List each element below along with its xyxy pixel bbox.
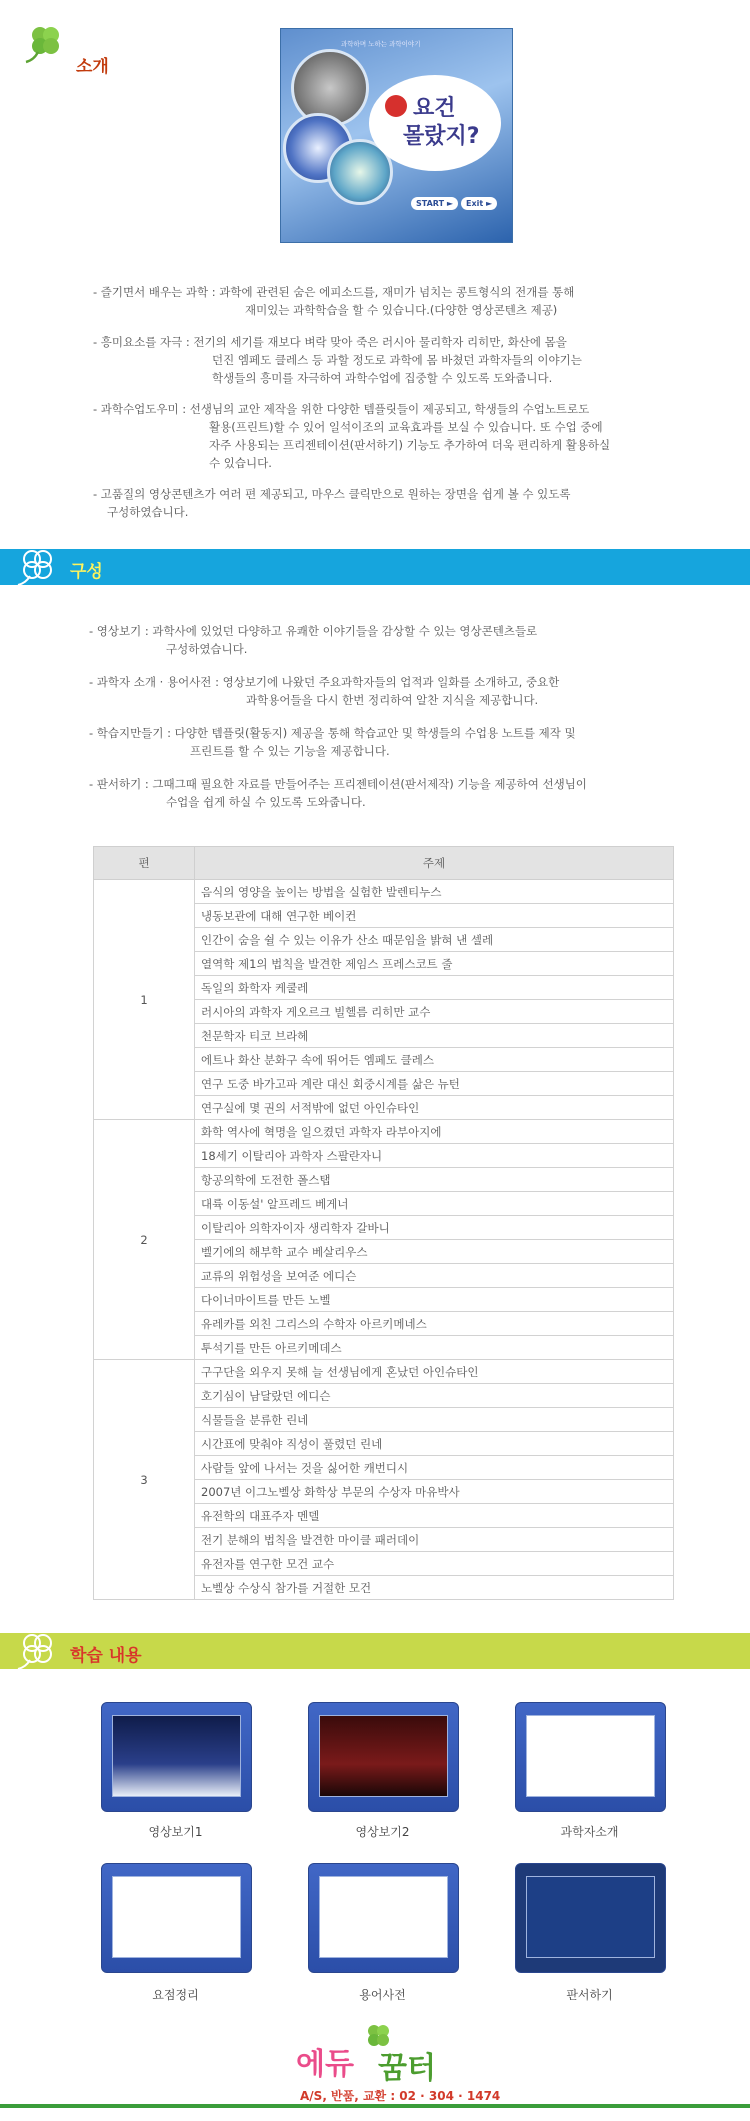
thumb-dictionary[interactable]: [308, 1863, 459, 1973]
structure-item-text: 수업을 쉽게 하실 수 있도록 도와줍니다.: [166, 795, 366, 809]
topic-cell: 음식의 영양을 높이는 방법을 실험한 발렌티누스: [195, 880, 674, 904]
col-topic-header: 주제: [195, 847, 674, 880]
topic-cell: 천문학자 티코 브라헤: [195, 1024, 674, 1048]
start-arrow-icon: ►: [446, 199, 453, 208]
intro-item-2: [93, 333, 582, 387]
exit-label: Exit: [466, 199, 484, 208]
footer-contact: A/S, 반품, 교환 : 02 · 304 · 1474: [300, 2089, 501, 2103]
intro-item-key: - 고품질의 영상콘텐츠가 여러 편 제공되고, 마우스 클릭만으로 원하는 장면을 쉽게 볼 수 있도록: [93, 487, 571, 501]
intro-item-key: - 과학수업도우미: [93, 402, 179, 416]
table-header-row: [94, 847, 674, 880]
structure-item-4: [89, 775, 587, 811]
intro-item-text: 구성하였습니다.: [107, 505, 189, 519]
topic-cell: 냉동보관에 대해 연구한 베이컨: [195, 904, 674, 928]
clover-icon: [12, 1629, 62, 1673]
hero-title-line1: 요건: [413, 96, 456, 121]
volume-cell: 3: [94, 1360, 195, 1600]
intro-item-text: 학생들의 흥미를 자극하여 과학수업에 집중할 수 있도록 도와줍니다.: [212, 371, 553, 385]
topic-cell: 사람들 앞에 나서는 것을 싫어한 캐번디시: [195, 1456, 674, 1480]
clover-icon: [20, 22, 70, 66]
structure-bar: [0, 549, 750, 585]
exit-button[interactable]: [461, 197, 497, 210]
hero-title-line2: 몰랐지?: [403, 124, 480, 149]
start-label: START: [416, 199, 445, 208]
topic-cell: 식물들을 분류한 린네: [195, 1408, 674, 1432]
intro-item-3: [93, 400, 610, 472]
topic-cell: 연구실에 몇 권의 서적밖에 없던 아인슈타인: [195, 1096, 674, 1120]
topic-cell: 유전학의 대표주자 멘델: [195, 1504, 674, 1528]
topics-table: [93, 846, 674, 1600]
thumb-video2[interactable]: [308, 1702, 459, 1812]
structure-item-1: [89, 622, 537, 658]
footer-line: [0, 2104, 750, 2108]
topic-cell: 유전자를 연구한 모건 교수: [195, 1552, 674, 1576]
footer-logo-text1: 에듀: [296, 2047, 354, 2082]
intro-item-text: 자주 사용되는 프리젠테이션(판서하기) 기능도 추가하여 더욱 편리하게 활용하실: [209, 438, 611, 452]
intro-title: 소개: [76, 57, 109, 77]
structure-item-text: 프린트를 할 수 있는 기능을 제공합니다.: [190, 744, 390, 758]
topic-cell: 항공의학에 도전한 폴스탭: [195, 1168, 674, 1192]
start-button[interactable]: [411, 197, 458, 210]
intro-item-text: : 전기의 세기를 재보다 벼락 맞아 죽은 러시아 물리학자 리히만, 화산에 몸을: [185, 335, 567, 349]
topic-cell: 시간표에 맞춰야 직성이 풀렸던 린네: [195, 1432, 674, 1456]
topic-cell: 이탈리아 의학자이자 생리학자 갈바니: [195, 1216, 674, 1240]
intro-item-text: : 과학에 관련된 숨은 에피소드를, 재미가 넘치는 콩트형식의 전개를 통해: [211, 285, 575, 299]
topic-cell: 독일의 화학자 케쿨레: [195, 976, 674, 1000]
topic-cell: 연구 도중 바가고파 계란 대신 회중시계를 삶은 뉴턴: [195, 1072, 674, 1096]
topic-cell: 구구단을 외우지 못해 늘 선생님에게 혼났던 아인슈타인: [195, 1360, 674, 1384]
structure-item-key: - 과학자 소개 · 용어사전: [89, 675, 212, 689]
structure-item-text: 구성하였습니다.: [166, 642, 248, 656]
thumb-caption: 용어사전: [359, 1988, 406, 2002]
thumb-summary[interactable]: [101, 1863, 252, 1973]
footer-logo-text2: 꿈터: [378, 2051, 436, 2086]
hero-tagline: 과학하며 노하는 과학이야기: [341, 40, 421, 48]
thumb-caption: 판서하기: [566, 1988, 613, 2002]
topic-cell: 다이너마이트를 만든 노벨: [195, 1288, 674, 1312]
thumb-caption: 영상보기2: [355, 1825, 410, 1839]
thumb-caption: 영상보기1: [148, 1825, 203, 1839]
thumb-caption: 과학자소개: [560, 1825, 619, 1839]
thumb-video1[interactable]: [101, 1702, 252, 1812]
col-vol-header: 편: [94, 847, 195, 880]
intro-item-text: 재미있는 과학학습을 할 수 있습니다.(다양한 영상콘텐츠 제공): [245, 303, 558, 317]
structure-item-text: : 다양한 템플릿(활동지) 제공을 통해 학습교안 및 학생들의 수업용 노트를 제작 및: [167, 726, 576, 740]
intro-item-1: [93, 283, 574, 319]
intro-item-4: [93, 485, 570, 521]
topic-cell: 열역학 제1의 법칙을 발견한 제임스 프레스코트 줄: [195, 952, 674, 976]
structure-item-key: - 학습지만들기: [89, 726, 164, 740]
volume-cell: 2: [94, 1120, 195, 1360]
topic-cell: 벨기에의 해부학 교수 베살리우스: [195, 1240, 674, 1264]
thumb-scientist[interactable]: [515, 1702, 666, 1812]
intro-item-text: 수 있습니다.: [209, 456, 272, 470]
table-row: [94, 1120, 674, 1144]
topic-cell: 교류의 위험성을 보여준 에디슨: [195, 1264, 674, 1288]
topic-cell: 인간이 숨을 쉴 수 있는 이유가 산소 때문임을 밝혀 낸 셀레: [195, 928, 674, 952]
structure-item-text: 과학용어들을 다시 한번 정리하여 알찬 지식을 제공합니다.: [246, 693, 539, 707]
topic-cell: 노벨상 수상식 참가를 거절한 모건: [195, 1576, 674, 1600]
topic-cell: 화학 역사에 혁명을 일으켰던 과학자 라부아지에: [195, 1120, 674, 1144]
intro-item-text: 던진 엠페도 클레스 등 과할 정도로 과학에 몸 바쳤던 과학자들의 이야기는: [212, 353, 582, 367]
topic-cell: 전기 분해의 법칙을 발견한 마이클 패러데이: [195, 1528, 674, 1552]
topic-cell: 18세기 이탈리아 과학자 스팔란자니: [195, 1144, 674, 1168]
table-row: [94, 1360, 674, 1384]
structure-item-3: [89, 724, 576, 760]
structure-item-text: : 영상보기에 나왔던 주요과학자들의 업적과 일화를 소개하고, 중요한: [215, 675, 560, 689]
thumb-caption: 요점정리: [152, 1988, 199, 2002]
structure-title: 구성: [70, 562, 103, 582]
learning-title: 학습 내용: [70, 1646, 142, 1666]
structure-item-text: : 그때그때 필요한 자료를 만들어주는 프리젠테이션(판서제작) 기능을 제공하여 선생님이: [144, 777, 587, 791]
structure-item-key: - 영상보기: [89, 624, 142, 638]
thumb-board[interactable]: [515, 1863, 666, 1973]
structure-item-text: : 과학사에 있었던 다양하고 유쾌한 이야기들을 감상할 수 있는 영상콘텐츠들로: [144, 624, 538, 638]
intro-item-key: - 즐기면서 배우는 과학: [93, 285, 209, 299]
volume-cell: 1: [94, 880, 195, 1120]
exit-arrow-icon: ►: [486, 199, 493, 208]
table-row: [94, 880, 674, 904]
intro-item-text: 활용(프린트)할 수 있어 일석이조의 교육효과를 보실 수 있습니다. 또 수업 중에: [209, 420, 603, 434]
intro-item-key: - 흥미요소를 자극: [93, 335, 183, 349]
topic-cell: 투석기를 만든 아르키메데스: [195, 1336, 674, 1360]
intro-item-text: : 선생님의 교안 제작을 위한 다양한 템플릿들이 제공되고, 학생들의 수업노트로도: [182, 402, 590, 416]
structure-item-2: [89, 673, 559, 709]
topic-cell: 에트나 화산 분화구 속에 뛰어든 엠페도 클레스: [195, 1048, 674, 1072]
learning-bar: [0, 1633, 750, 1669]
clover-icon: [12, 545, 62, 589]
topic-cell: 대륙 이동설' 알프레드 베게너: [195, 1192, 674, 1216]
structure-item-key: - 판서하기: [89, 777, 142, 791]
topic-cell: 러시아의 과학자 게오르크 빌헬름 리히만 교수: [195, 1000, 674, 1024]
topic-cell: 호기심이 남달랐던 에디슨: [195, 1384, 674, 1408]
topic-cell: 유레카를 외친 그리스의 수학자 아르키메네스: [195, 1312, 674, 1336]
topic-cell: 2007년 이그노벨상 화학상 부문의 수상자 마유박사: [195, 1480, 674, 1504]
hero-image: [280, 28, 513, 243]
apple-icon: [385, 95, 407, 117]
